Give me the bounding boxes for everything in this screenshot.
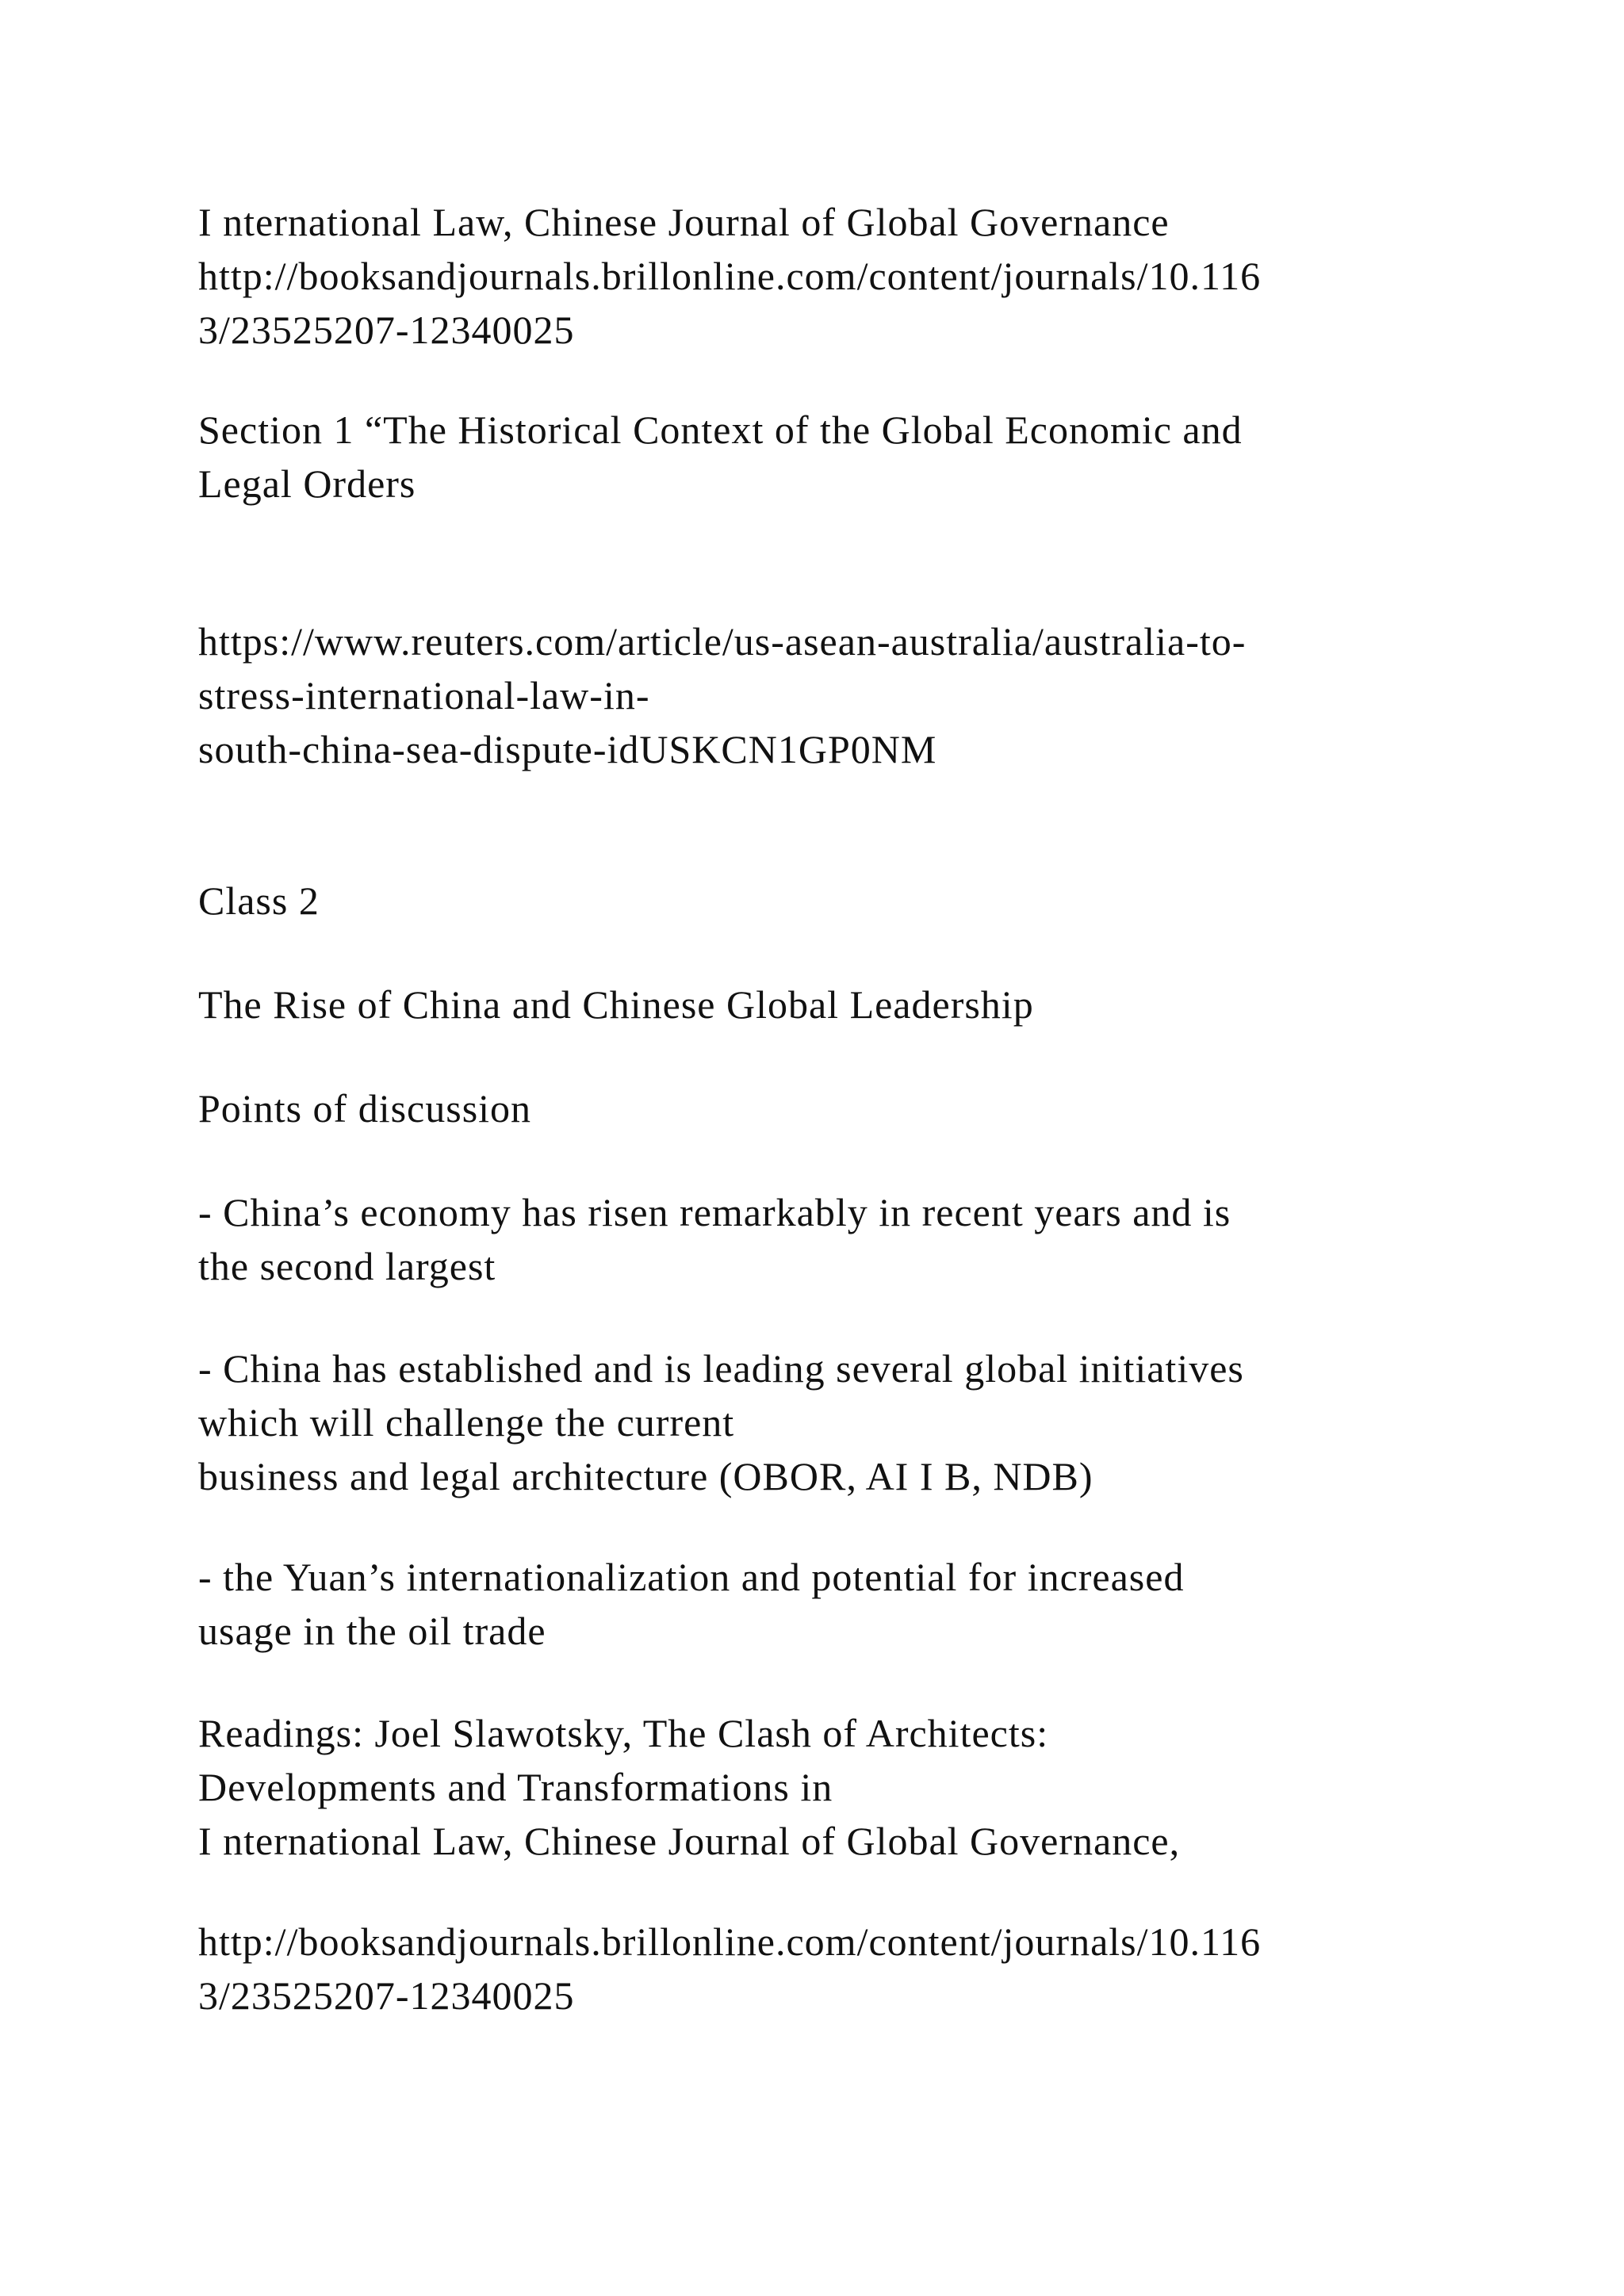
citation-top [198, 195, 1467, 357]
citation-url-line: http://booksandjournals.brillonline.com/content/journals/10.116 [198, 254, 1262, 298]
section-heading-line: Section 1 “The Historical Context of the Global Economic and [198, 408, 1243, 452]
reuters-link-line: south-china-sea-dispute-idUSKCN1GP0NM [198, 727, 937, 771]
discussion-point-3 [198, 1550, 1467, 1658]
class-label [198, 874, 1467, 928]
reuters-link-line: https://www.reuters.com/article/us-asean-australia/australia-to- [198, 619, 1247, 664]
discussion-point-2 [198, 1341, 1467, 1503]
readings-line: I nternational Law, Chinese Journal of Global Governance, [198, 1819, 1181, 1863]
readings-line: Developments and Transformations in [198, 1765, 833, 1809]
citation-bottom [198, 1915, 1467, 2022]
citation-url-line: 3/23525207-12340025 [198, 308, 575, 352]
reuters-link-line: stress-international-law-in- [198, 673, 650, 718]
citation-url-line: http://booksandjournals.brillonline.com/content/journals/10.116 [198, 1919, 1262, 1964]
readings-line: Readings: Joel Slawotsky, The Clash of Architects: [198, 1711, 1049, 1755]
discussion-point-line: which will challenge the current [198, 1400, 735, 1445]
citation-url-line: 3/23525207-12340025 [198, 1973, 575, 2018]
class-label-text: Class 2 [198, 878, 320, 923]
discussion-point-line: the second largest [198, 1244, 496, 1288]
section-heading [198, 403, 1467, 511]
discussion-point-line: - China’s economy has risen remarkably in recent years and is [198, 1190, 1231, 1234]
discussion-point-1 [198, 1185, 1467, 1293]
discussion-label-text: Points of discussion [198, 1086, 532, 1131]
citation-line: I nternational Law, Chinese Journal of Global Governance [198, 200, 1170, 244]
discussion-point-line: usage in the oil trade [198, 1609, 546, 1653]
discussion-label [198, 1081, 1467, 1135]
section-heading-line: Legal Orders [198, 461, 416, 506]
discussion-point-line: - China has established and is leading several global initiatives [198, 1346, 1244, 1391]
readings [198, 1706, 1467, 1868]
class-title [198, 978, 1467, 1031]
discussion-point-line: business and legal architecture (OBOR, AI I B, NDB) [198, 1454, 1094, 1498]
class-title-text: The Rise of China and Chinese Global Leadership [198, 982, 1034, 1027]
reuters-link [198, 614, 1467, 776]
discussion-point-line: - the Yuan’s internationalization and potential for increased [198, 1555, 1185, 1599]
